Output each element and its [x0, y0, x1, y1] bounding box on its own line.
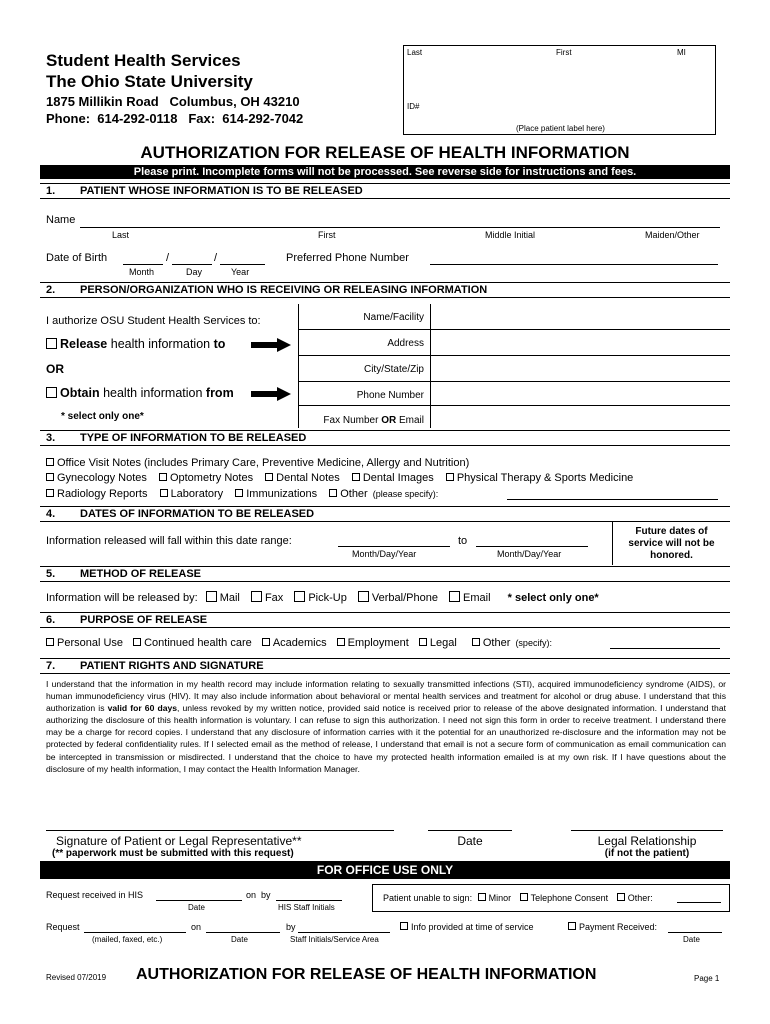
name-part-first: First [318, 230, 336, 240]
city-state-zip-input[interactable] [431, 357, 729, 380]
grid-divider-left [298, 304, 299, 428]
payment-received-option[interactable] [568, 922, 657, 932]
checkbox[interactable] [520, 893, 528, 901]
field-address: Address [387, 338, 424, 349]
release-bold: Release [60, 337, 108, 351]
checkbox[interactable] [133, 638, 141, 646]
purpose-employment[interactable] [337, 637, 409, 649]
authorize-text: I authorize OSU Student Health Services to: [46, 315, 261, 327]
obtain-option[interactable] [46, 386, 234, 400]
label-last: Last [407, 48, 423, 57]
date-to-line[interactable] [476, 546, 588, 547]
name-part-last: Last [112, 230, 130, 240]
request-label: Request [46, 922, 80, 932]
checkbox[interactable] [46, 458, 54, 466]
release-checkbox[interactable] [46, 338, 57, 349]
option-label: Dental Notes [276, 472, 340, 484]
release-option[interactable] [46, 337, 225, 351]
option-label: Dental Images [362, 472, 434, 484]
unable-minor[interactable] [478, 893, 512, 903]
name-part-middle: Middle Initial [485, 230, 536, 240]
other-specify-line[interactable] [507, 499, 718, 500]
section-1-header [40, 183, 730, 199]
future-line-3: honored. [650, 550, 693, 561]
info-dental-images[interactable] [352, 472, 434, 484]
info-provided-option[interactable] [400, 922, 534, 932]
dob-month-line[interactable] [123, 264, 163, 265]
checkbox[interactable] [251, 591, 262, 602]
label-mi: MI [677, 48, 686, 57]
section-4-num: 4. [46, 508, 56, 520]
grid-row-line [298, 355, 730, 356]
arrow-right-icon [251, 387, 291, 401]
checkbox[interactable] [265, 473, 273, 481]
staff-area-caption: Staff Initials/Service Area [290, 935, 379, 944]
option-label: Verbal/Phone [371, 592, 438, 604]
info-radiology[interactable] [46, 488, 148, 500]
purpose-personal-use[interactable] [46, 637, 123, 649]
checkbox[interactable] [358, 591, 369, 602]
release-rest: health information [107, 337, 214, 351]
signature-label: Signature of Patient or Legal Representative** [56, 834, 302, 848]
address: 1875 Millikin Road Columbus, OH 43210 [46, 94, 300, 109]
grid-row-line [298, 329, 730, 330]
option-label: Pick-Up [308, 592, 347, 604]
option-label: Other [340, 488, 368, 500]
fax-or: OR [381, 415, 397, 426]
checkbox[interactable] [294, 591, 305, 602]
dob-day: Day [186, 267, 203, 277]
info-laboratory[interactable] [160, 488, 224, 500]
rights-text-a: I understand that the information in my health record may include information relating to sexually transmitted infections (STI), acquired immunodeficiency syndrome (AIDS), or human immunodeficiency virus (HIV). It may also include information about behavioral or mental health services and treatment for alcohol or drug abuse. I understand that this authorization is [46, 679, 726, 714]
checkbox[interactable] [446, 473, 454, 481]
method-mail[interactable] [206, 592, 240, 604]
unable-label: Patient unable to sign: [383, 893, 473, 903]
purpose-specify-label: (specify): [515, 638, 552, 648]
option-label: Gynecology Notes [57, 472, 147, 484]
method-email[interactable] [449, 592, 491, 604]
unable-other-line[interactable] [677, 902, 721, 903]
option-label: Payment Received: [579, 922, 658, 932]
org-name: Student Health Services [46, 51, 241, 70]
field-name-facility: Name/Facility [363, 312, 424, 323]
section-3-title: TYPE OF INFORMATION TO BE RELEASED [80, 432, 307, 444]
info-gynecology[interactable] [46, 472, 147, 484]
purpose-continued-care[interactable] [133, 637, 252, 649]
checkbox[interactable] [617, 893, 625, 901]
on-by-label: on by [246, 890, 271, 900]
method-pickup[interactable] [294, 592, 347, 604]
option-label: Physical Therapy & Sports Medicine [456, 472, 634, 484]
name-label: Name [46, 214, 76, 226]
signature-line[interactable] [46, 830, 394, 831]
checkbox[interactable] [568, 922, 576, 930]
section-7-num: 7. [46, 660, 56, 672]
to-text: to [458, 535, 468, 547]
section-3-header [40, 430, 730, 446]
checkbox[interactable] [329, 489, 337, 497]
mdy-to: Month/Day/Year [497, 549, 562, 559]
info-type-row-2 [46, 472, 633, 484]
method-row [46, 591, 599, 604]
section-5-title: METHOD OF RELEASE [80, 568, 202, 580]
fax-post: Email [396, 415, 424, 426]
checkbox[interactable] [400, 922, 408, 930]
future-note [613, 526, 730, 562]
info-office-visit[interactable] [46, 457, 469, 469]
name-part-maiden: Maiden/Other [645, 230, 700, 240]
mdy-from: Month/Day/Year [352, 549, 417, 559]
checkbox[interactable] [262, 638, 270, 646]
checkbox[interactable] [472, 638, 480, 646]
notice-bar: Please print. Incomplete forms will not be processed. See reverse side for instructions and fees. [40, 165, 730, 179]
option-label: Continued health care [144, 637, 252, 649]
dob-day-line[interactable] [172, 264, 212, 265]
info-immunizations[interactable] [235, 488, 317, 500]
date-range-text: Information released will fall within this date range: [46, 535, 292, 547]
section-4-title: DATES OF INFORMATION TO BE RELEASED [80, 508, 315, 520]
info-physical-therapy[interactable] [446, 472, 634, 484]
name-line[interactable] [80, 227, 720, 228]
unable-to-sign-box [372, 884, 730, 912]
signature-date-line[interactable] [428, 830, 512, 831]
option-label: Minor [488, 893, 512, 903]
phone-label: Preferred Phone Number [286, 252, 409, 264]
legal-relationship-note: (if not the patient) [604, 848, 690, 859]
mailed-caption: (mailed, faxed, etc.) [92, 935, 163, 944]
obtain-from: from [205, 386, 234, 400]
field-fax-email [300, 415, 424, 426]
dob-slash-1: / [166, 252, 170, 264]
obtain-rest: health information [99, 386, 206, 400]
option-label: Email [463, 592, 491, 604]
received-date-line[interactable] [156, 900, 242, 901]
request-by: by [286, 922, 296, 932]
field-phone-number: Phone Number [356, 390, 424, 401]
university-name: The Ohio State University [46, 72, 253, 91]
section-7-header [40, 658, 730, 674]
name-facility-input[interactable] [431, 306, 729, 328]
checkbox[interactable] [419, 638, 427, 646]
option-label: Telephone Consent [530, 893, 609, 903]
option-label: Info provided at time of service [411, 922, 534, 932]
his-initials-caption: HIS Staff Initials [278, 903, 335, 912]
office-use-bar: FOR OFFICE USE ONLY [40, 861, 730, 879]
label-first: First [556, 48, 572, 57]
section-6-num: 6. [46, 614, 56, 626]
received-initials-line[interactable] [276, 900, 342, 901]
fax-email-input[interactable] [431, 407, 729, 428]
label-id: ID# [407, 102, 420, 111]
checkbox[interactable] [449, 591, 460, 602]
dob-slash-2: / [214, 252, 218, 264]
purpose-other[interactable] [472, 637, 511, 649]
received-date-caption: Date [188, 903, 205, 912]
info-dental-notes[interactable] [265, 472, 340, 484]
option-label: Legal [429, 637, 457, 649]
request-staff-line[interactable] [298, 932, 390, 933]
section-3-num: 3. [46, 432, 56, 444]
page-number: Page 1 [694, 974, 720, 983]
checkbox[interactable] [159, 473, 167, 481]
section-1-title: PATIENT WHOSE INFORMATION IS TO BE RELEASED [80, 185, 363, 197]
info-optometry[interactable] [159, 472, 253, 484]
footer-title: AUTHORIZATION FOR RELEASE OF HEALTH INFORMATION [136, 966, 597, 983]
section-6-title: PURPOSE OF RELEASE [80, 614, 208, 626]
method-fax[interactable] [251, 592, 283, 604]
checkbox[interactable] [337, 638, 345, 646]
checkbox[interactable] [46, 489, 54, 497]
checkbox[interactable] [478, 893, 486, 901]
patient-label-box[interactable] [403, 45, 716, 135]
grid-row-line [298, 381, 730, 382]
dob-year: Year [231, 267, 250, 277]
option-label: Other: [627, 893, 653, 903]
rights-text-b: , unless revoked by my written notice, provided said notice is received prior to release of the above designated information. I understand that authorizing the disclosure of this health information is voluntary. I can refuse to sign this authorization. I need not sign this form in order to receive treatment. I understand there may be a charge for record copies. I understand that any disclosure of information carries with it the potential for an unauthorized re-disclosure and the information may not be protected by federal confidentiality rules. If I selected email as the method of release, I understand that email is not a secure form of communication as email communication can be intercepted in transmission or misdirected. I understand that the choice to have my protected health information emailed is at my own risk. If I have questions about the disclosure of my health information, I may contact the Health Information Manager. [46, 703, 726, 774]
option-label: Immunizations [246, 488, 318, 500]
option-label: Fax [264, 592, 284, 604]
signature-note: (** paperwork must be submitted with this request) [52, 848, 294, 859]
section-2-num: 2. [46, 284, 56, 296]
phone-fax: Phone: 614-292-0118 Fax: 614-292-7042 [46, 111, 304, 126]
form-title: AUTHORIZATION FOR RELEASE OF HEALTH INFORMATION [140, 143, 630, 162]
payment-date-line[interactable] [668, 932, 722, 933]
option-label: Employment [347, 637, 409, 649]
checkbox[interactable] [46, 473, 54, 481]
option-label: Radiology Reports [57, 488, 148, 500]
option-label: Optometry Notes [169, 472, 254, 484]
section-2-title: PERSON/ORGANIZATION WHO IS RECEIVING OR RELEASING INFORMATION [80, 284, 488, 296]
info-other[interactable] [329, 488, 368, 500]
obtain-bold: Obtain [60, 386, 100, 400]
payment-date-caption: Date [683, 935, 700, 944]
checkbox[interactable] [46, 638, 54, 646]
rights-valid-60-days: valid for 60 days [107, 703, 178, 714]
option-label: Laboratory [170, 488, 224, 500]
unable-other[interactable] [617, 893, 653, 903]
info-type-row-3 [46, 488, 438, 500]
arrow-right-icon [251, 338, 291, 352]
fax-pre: Fax Number [323, 415, 382, 426]
legal-relationship-line[interactable] [571, 830, 723, 831]
dob-year-line[interactable] [220, 264, 265, 265]
option-label: Academics [272, 637, 327, 649]
request-on: on [191, 922, 202, 932]
method-text: Information will be released by: [46, 592, 198, 604]
checkbox[interactable] [235, 489, 243, 497]
rights-paragraph [46, 678, 726, 775]
purpose-academics[interactable] [262, 637, 327, 649]
future-line-2: service will not be [628, 538, 715, 549]
request-type-line[interactable] [84, 932, 186, 933]
phone-number-input[interactable] [431, 383, 729, 404]
section-5-header [40, 566, 730, 582]
checkbox[interactable] [160, 489, 168, 497]
legal-relationship-label: Legal Relationship [597, 834, 697, 848]
method-select-one: * select only one* [507, 592, 599, 604]
option-label: Office Visit Notes (includes Primary Care, Preventive Medicine, Allergy and Nutrition) [57, 457, 470, 469]
option-label: Other [482, 637, 511, 649]
checkbox[interactable] [206, 591, 217, 602]
section-4-header [40, 506, 730, 522]
info-type-row-1 [46, 457, 469, 469]
section-6-header [40, 612, 730, 628]
dob-label: Date of Birth [46, 252, 108, 264]
purpose-legal[interactable] [419, 637, 457, 649]
release-to: to [213, 337, 226, 351]
grid-row-line [298, 405, 730, 406]
date-label: Date [457, 834, 483, 848]
future-line-1: Future dates of [635, 526, 708, 537]
purpose-specify-line[interactable] [610, 648, 720, 649]
unable-telephone-consent[interactable] [520, 893, 609, 903]
field-city-state-zip: City/State/Zip [363, 364, 424, 375]
section-7-title: PATIENT RIGHTS AND SIGNATURE [80, 660, 264, 672]
section-2-header [40, 282, 730, 298]
other-specify-label: (please specify): [372, 489, 439, 499]
purpose-row [46, 637, 552, 649]
obtain-checkbox[interactable] [46, 387, 57, 398]
date-from-line[interactable] [338, 546, 450, 547]
address-input[interactable] [431, 331, 729, 354]
label-note: (Place patient label here) [516, 124, 605, 133]
phone-line[interactable] [430, 264, 718, 265]
request-date-caption: Date [231, 935, 248, 944]
request-date-line[interactable] [206, 932, 280, 933]
dob-month: Month [129, 267, 155, 277]
option-label: Mail [219, 592, 240, 604]
request-received-label: Request received in HIS [46, 890, 144, 900]
option-label: Personal Use [57, 637, 124, 649]
select-one-note: * select only one* [61, 411, 144, 422]
section-1-num: 1. [46, 185, 56, 197]
checkbox[interactable] [352, 473, 360, 481]
section-5-num: 5. [46, 568, 56, 580]
unable-row [383, 893, 653, 903]
or-text: OR [46, 362, 64, 376]
revised-date: Revised 07/2019 [46, 973, 107, 982]
method-verbal-phone[interactable] [358, 592, 438, 604]
